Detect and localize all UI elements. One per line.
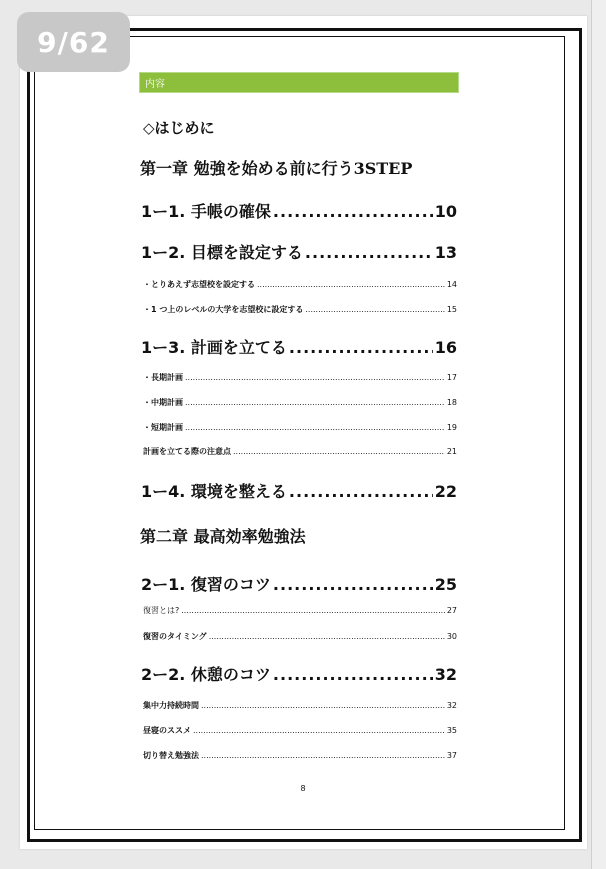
toc-subsection-label: ・とりあえず志望校を設定する: [143, 280, 255, 289]
toc-subsection-label: ・1 つ上のレベルの大学を志望校に設定する: [143, 305, 304, 314]
toc-chapter-2[interactable]: 第二章 最高効率勉強法: [140, 527, 306, 546]
toc-page-number: 18: [446, 398, 457, 407]
toc-page-number: 14: [446, 280, 457, 289]
toc-leader-dots: [305, 243, 433, 262]
toc-section-1-3[interactable]: [141, 335, 457, 358]
toc-page-number: 30: [446, 632, 457, 641]
toc-page-number: 32: [434, 665, 457, 684]
toc-leader-dots: [185, 373, 445, 382]
toc-page-number: 16: [434, 338, 457, 357]
toc-section-label: 2ー2. 休憩のコツ: [141, 665, 271, 684]
toc-page-number: 13: [434, 243, 457, 262]
toc-section-label: 1ー3. 計画を立てる: [141, 338, 287, 357]
toc-subsection-1-3-c[interactable]: [143, 422, 457, 433]
toc-section-label: 1ー1. 手帳の確保: [141, 202, 271, 221]
toc-page-number: 19: [446, 423, 457, 432]
toc-chapter-1[interactable]: 第一章 勉強を始める前に行う3STEP: [140, 159, 413, 178]
toc-leader-dots: [193, 726, 445, 735]
toc-subsection-label: ・中期計画: [143, 398, 183, 407]
toc-subsection-label: 切り替え勉強法: [143, 751, 199, 760]
toc-subsection-label: 集中力持続時間: [143, 701, 199, 710]
toc-subsection-label: ・長期計画: [143, 373, 183, 382]
toc-subsection-1-2-b[interactable]: [143, 304, 457, 315]
toc-page-number: 15: [446, 305, 457, 314]
toc-leader-dots: [185, 398, 445, 407]
toc-page-number: 37: [446, 751, 457, 760]
toc-page-number: 10: [434, 202, 457, 221]
toc-leader-dots: [201, 701, 445, 710]
toc-subsection-2-2-a[interactable]: [143, 700, 457, 711]
toc-subsection-label: 復習のタイミング: [143, 632, 207, 641]
toc-page-number: 21: [446, 447, 457, 456]
toc-leader-dots: [273, 575, 433, 594]
toc-leader-dots: [289, 338, 433, 357]
toc-subsection-1-3-b[interactable]: [143, 397, 457, 408]
toc-subsection-1-3-a[interactable]: [143, 372, 457, 383]
toc-section-2-2[interactable]: [141, 662, 457, 685]
toc-leader-dots: [273, 202, 433, 221]
toc-page-number: 22: [434, 482, 457, 501]
toc-leader-dots: [181, 606, 445, 615]
toc-intro[interactable]: ◇はじめに: [143, 119, 215, 137]
toc-section-1-4[interactable]: [141, 479, 457, 502]
toc-page-number: 32: [446, 701, 457, 710]
toc-leader-dots: [201, 751, 445, 760]
toc-section-label: 1ー4. 環境を整える: [141, 482, 287, 501]
toc-leader-dots: [185, 423, 445, 432]
toc-page-number: 17: [446, 373, 457, 382]
toc-header-bar: [139, 72, 459, 93]
toc-subsection-label: 昼寝のススメ: [143, 726, 191, 735]
toc-page-number: 27: [446, 606, 457, 615]
toc-section-label: 2ー1. 復習のコツ: [141, 575, 271, 594]
toc-subsection-1-2-a[interactable]: [143, 279, 457, 290]
toc-leader-dots: [233, 447, 445, 456]
toc-subsection-2-2-b[interactable]: [143, 725, 457, 736]
toc-leader-dots: [289, 482, 433, 501]
toc-page-number: 35: [446, 726, 457, 735]
toc-subsection-2-1-b[interactable]: [143, 631, 457, 642]
toc-header-label: 内容: [145, 79, 165, 90]
toc-subsection-2-1-a[interactable]: [143, 605, 457, 616]
toc-leader-dots: [209, 632, 445, 641]
viewer-scrollbar[interactable]: [591, 0, 606, 869]
toc-section-2-1[interactable]: [141, 572, 457, 595]
toc-subsection-label: 復習とは?: [143, 606, 180, 615]
toc-section-label: 1ー2. 目標を設定する: [141, 243, 303, 262]
page-footer-number: 8: [300, 784, 306, 793]
toc-leader-dots: [257, 280, 445, 289]
toc-subsection-2-2-c[interactable]: [143, 750, 457, 761]
toc-subsection-label: ・短期計画: [143, 423, 183, 432]
toc-leader-dots: [305, 305, 444, 314]
toc-page-number: 25: [434, 575, 457, 594]
toc-section-1-1[interactable]: [141, 199, 457, 222]
toc-section-1-2[interactable]: [141, 240, 457, 263]
toc-subsection-label: 計画を立てる際の注意点: [143, 447, 231, 456]
page-indicator-badge: 9/62: [17, 12, 130, 72]
toc-subsection-1-3-d[interactable]: [143, 446, 457, 457]
toc-leader-dots: [273, 665, 433, 684]
